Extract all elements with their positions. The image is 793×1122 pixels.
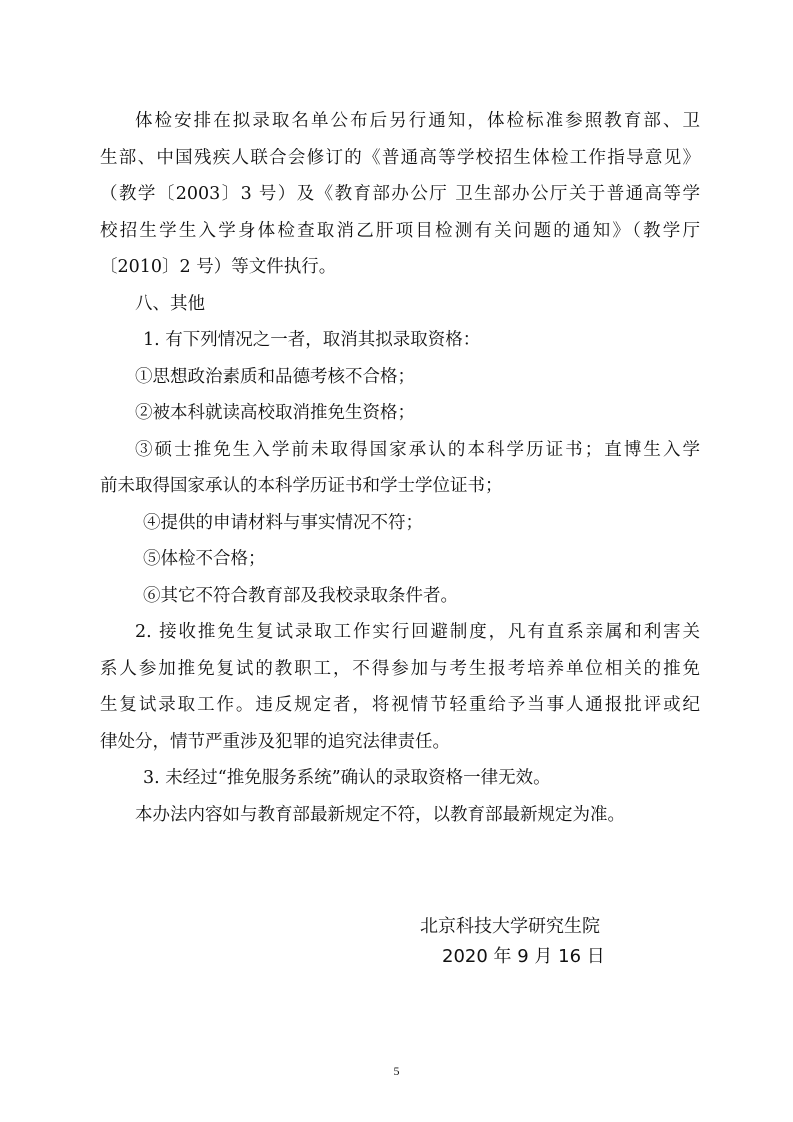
list-item: ④提供的申请材料与事实情况不符； — [143, 512, 423, 533]
list-item: ⑤体检不合格； — [143, 549, 266, 569]
list-item-heading: 1. 有下列情况之一者，取消其拟录取资格： — [143, 330, 481, 350]
section-heading: 八、其他 — [135, 293, 205, 314]
page-number: 5 — [393, 1064, 400, 1078]
signature-org: 北京科技大学研究生院 — [420, 916, 600, 937]
list-item: ②被本科就读高校取消推免生资格； — [135, 403, 415, 423]
paragraph-line: （教学〔2003〕3 号）及《教育部办公厅 卫生部办公厅关于普通高等学 — [100, 184, 700, 204]
list-item: ⑥其它不符合教育部及我校录取条件者。 — [143, 585, 458, 606]
paragraph-line: 2. 接收推免生复试录取工作实行回避制度，凡有直系亲属和利害关 — [135, 622, 700, 642]
paragraph-line: 律处分，情节严重涉及犯罪的追究法律责任。 — [100, 731, 450, 752]
paragraph-line: 体检安排在拟录取名单公布后另行通知，体检标准参照教育部、卫 — [135, 111, 700, 131]
paragraph-line: 3. 未经过“推免服务系统”确认的录取资格一律无效。 — [143, 768, 551, 788]
signature-date: 2020 年 9 月 16 日 — [442, 946, 605, 967]
paragraph-line: 〔2010〕2 号）等文件执行。 — [100, 257, 337, 277]
closing-paragraph: 本办法内容如与教育部最新规定不符，以教育部最新规定为准。 — [135, 804, 625, 825]
paragraph-line: 系人参加推免复试的教职工，不得参加与考生报考培养单位相关的推免 — [100, 658, 700, 679]
list-item: ③硕士推免生入学前未取得国家承认的本科学历证书；直博生入学 — [135, 439, 700, 460]
signature-block — [420, 912, 605, 972]
paragraph-line: 校招生学生入学身体检查取消乙肝项目检测有关问题的通知》（教学厅 — [100, 220, 700, 241]
paragraph-line: 生部、中国残疾人联合会修订的《普通高等学校招生体检工作指导意见》 — [100, 147, 700, 168]
list-item: ①思想政治素质和品德考核不合格； — [135, 366, 415, 387]
document-body — [100, 103, 700, 833]
paragraph-line: 生复试录取工作。违反规定者，将视情节轻重给予当事人通报批评或纪 — [100, 695, 700, 715]
list-item: 前未取得国家承认的本科学历证书和学士学位证书； — [100, 476, 503, 496]
